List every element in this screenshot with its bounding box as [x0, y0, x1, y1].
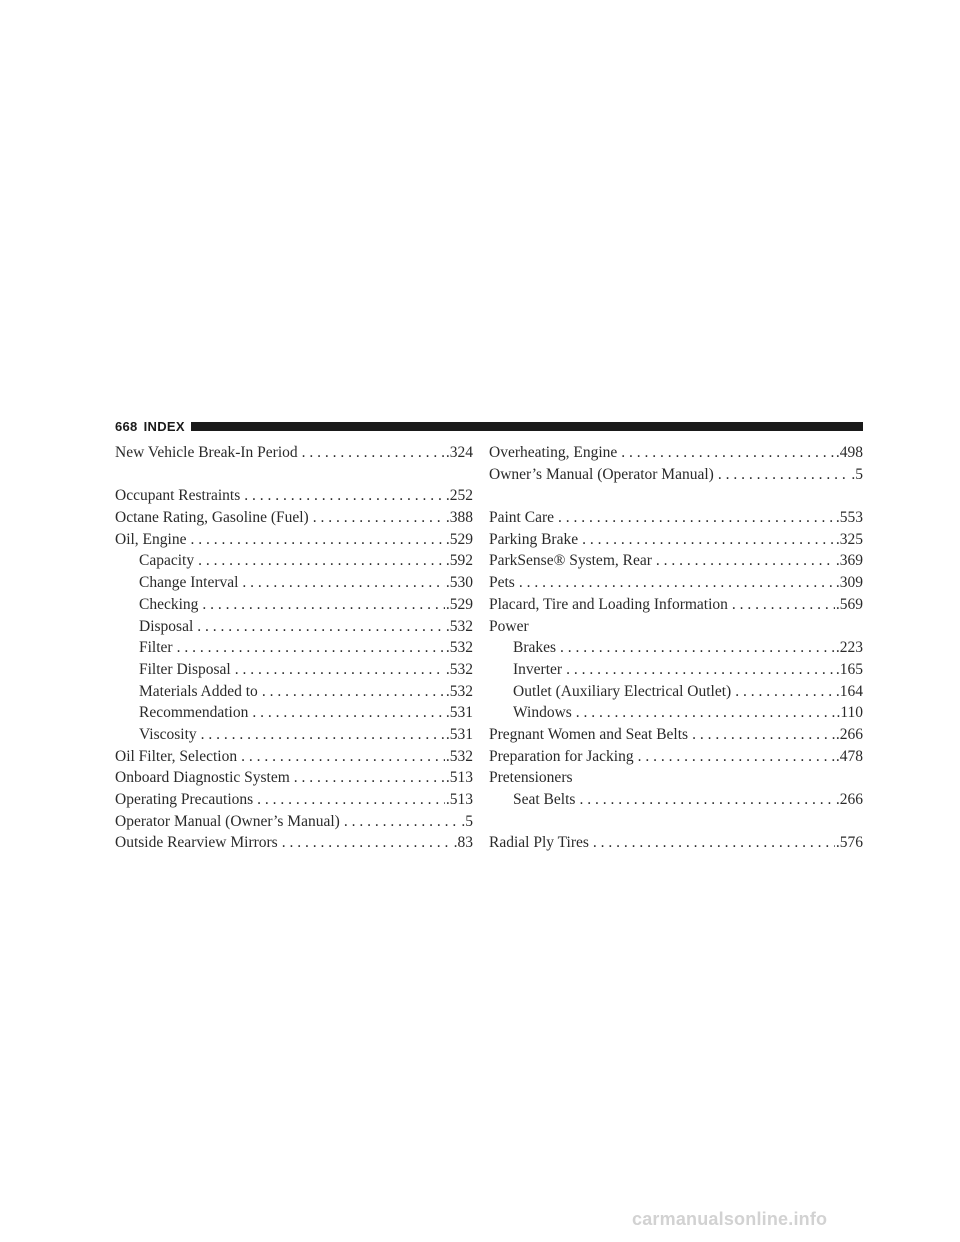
- leader-dots: [302, 442, 445, 464]
- entry-page-number: .325: [835, 530, 863, 548]
- leader-dots: [656, 550, 835, 572]
- leader-dots: [244, 485, 445, 507]
- index-entry: [115, 811, 473, 833]
- entry-label: Windows: [513, 704, 572, 722]
- entry-page-number: .309: [835, 574, 863, 592]
- entry-page-number: .498: [835, 444, 863, 461]
- watermark-text: carmanualsonline.info: [632, 1209, 828, 1229]
- entry-page-number: .266: [835, 725, 863, 743]
- index-entry: [489, 616, 863, 638]
- index-entry: [115, 442, 473, 464]
- leader-dots: [344, 811, 461, 833]
- leader-dots: [294, 767, 445, 789]
- index-subentry: [115, 572, 473, 594]
- index-entry: [115, 507, 473, 529]
- index-entry: [115, 832, 473, 854]
- leader-dots: [519, 572, 835, 594]
- index-entry: [489, 724, 863, 746]
- entry-label: Overheating, Engine: [489, 444, 618, 461]
- leader-dots: [621, 442, 835, 464]
- index-entry: [115, 485, 473, 507]
- entry-label: Placard, Tire and Loading Information: [489, 595, 728, 613]
- index-entry: [115, 789, 473, 811]
- leader-dots: [560, 637, 835, 659]
- index-subentry: [115, 681, 473, 703]
- leader-dots: [593, 832, 835, 854]
- entry-page-number: .532: [445, 617, 473, 635]
- leader-dots: [262, 681, 445, 703]
- entry-label: Disposal: [139, 617, 194, 635]
- index-entry: [489, 767, 863, 789]
- header-rule: [191, 422, 863, 431]
- entry-label: Materials Added to: [139, 682, 258, 700]
- index-subentry: [115, 724, 473, 746]
- index-subentry: [115, 702, 473, 724]
- entry-label: Oil Filter, Selection: [115, 747, 238, 765]
- index-entry: [115, 529, 473, 551]
- leader-dots: [732, 594, 835, 616]
- entry-page-number: .569: [835, 595, 863, 613]
- entry-label: Oil, Engine: [115, 530, 187, 548]
- index-entry: [115, 746, 473, 768]
- entry-label: Seat Belts: [513, 791, 576, 808]
- index-subentry: [489, 789, 863, 811]
- entry-label: Onboard Diagnostic System: [115, 769, 290, 787]
- entry-page-number: .513: [445, 791, 473, 808]
- entry-label: Recommendation: [139, 704, 249, 722]
- index-subentry: [115, 659, 473, 681]
- entry-label: Owner’s Manual (Operator Manual): [489, 465, 714, 483]
- entry-page-number: .529: [445, 530, 473, 548]
- entry-label: Brakes: [513, 639, 557, 657]
- entry-page-number: .513: [445, 769, 473, 787]
- leader-dots: [198, 550, 445, 572]
- entry-label: Preparation for Jacking: [489, 747, 634, 765]
- entry-page-number: .532: [445, 639, 473, 657]
- entry-label: Paint Care: [489, 509, 554, 527]
- entry-page-number: .223: [835, 639, 863, 657]
- entry-label: Inverter: [513, 660, 563, 678]
- entry-page-number: .252: [445, 487, 473, 505]
- index-column-left: [115, 442, 473, 854]
- leader-dots: [190, 529, 444, 551]
- index-column-right: [489, 442, 863, 854]
- entry-label: Filter: [139, 639, 173, 657]
- entry-label: Operating Precautions: [115, 791, 254, 808]
- entry-label: Octane Rating, Gasoline (Fuel): [115, 509, 309, 527]
- entry-label: Checking: [139, 595, 199, 613]
- leader-dots: [566, 659, 835, 681]
- leader-dots: [235, 659, 445, 681]
- leader-dots: [177, 637, 445, 659]
- index-entry: [489, 507, 863, 529]
- entry-label: Power: [489, 617, 529, 635]
- entry-label: Pregnant Women and Seat Belts: [489, 725, 689, 743]
- index-subentry: [115, 550, 473, 572]
- entry-page-number: .164: [835, 682, 863, 700]
- entry-page-number: .532: [445, 682, 473, 700]
- entry-page-number: .165: [835, 660, 863, 678]
- index-subentry: [489, 681, 863, 703]
- entry-label: Pets: [489, 574, 515, 592]
- entry-page-number: .532: [445, 660, 473, 678]
- entry-page-number: .83: [453, 834, 473, 852]
- entry-page-number: .592: [445, 552, 473, 570]
- entry-page-number: .266: [835, 791, 863, 808]
- entry-label: Capacity: [139, 552, 195, 570]
- leader-dots: [242, 572, 444, 594]
- leader-dots: [201, 724, 445, 746]
- index-entry: [489, 594, 863, 616]
- entry-page-number: .5: [851, 465, 863, 483]
- entry-label: Occupant Restraints: [115, 487, 241, 505]
- entry-label: ParkSense® System, Rear: [489, 552, 652, 570]
- leader-dots: [718, 464, 851, 486]
- leader-dots: [282, 832, 453, 854]
- index-subentry: [489, 637, 863, 659]
- entry-label: New Vehicle Break-In Period: [115, 444, 298, 461]
- index-entry: [489, 550, 863, 572]
- entry-label: Outlet (Auxiliary Electrical Outlet): [513, 682, 732, 700]
- index-entry: [489, 832, 863, 854]
- entry-page-number: .531: [445, 725, 473, 743]
- entry-page-number: .388: [445, 509, 473, 527]
- entry-page-number: .478: [835, 747, 863, 765]
- entry-label: Pretensioners: [489, 769, 573, 787]
- entry-page-number: .5: [461, 812, 473, 830]
- entry-label: Viscosity: [139, 725, 197, 743]
- index-entry: [115, 767, 473, 789]
- entry-label: Outside Rearview Mirrors: [115, 834, 278, 852]
- page-header: [115, 418, 863, 434]
- entry-page-number: .531: [445, 704, 473, 722]
- page-number: 668: [115, 418, 138, 434]
- index-entry: [489, 746, 863, 768]
- index-subentry: [489, 702, 863, 724]
- leader-dots: [252, 702, 445, 724]
- entry-label: Parking Brake: [489, 530, 579, 548]
- entry-page-number: .532: [445, 747, 473, 765]
- entry-label: Radial Ply Tires: [489, 834, 589, 852]
- leader-dots: [202, 594, 444, 616]
- entry-page-number: .369: [835, 552, 863, 570]
- index-entry: [489, 572, 863, 594]
- index-subentry: [489, 659, 863, 681]
- leader-dots: [313, 507, 445, 529]
- leader-dots: [692, 724, 835, 746]
- section-title: INDEX: [143, 418, 185, 434]
- leader-dots: [582, 529, 835, 551]
- entry-page-number: .576: [835, 834, 863, 852]
- index-entry: [489, 442, 863, 464]
- index-subentry: [115, 637, 473, 659]
- leader-dots: [638, 746, 835, 768]
- index-subentry: [115, 594, 473, 616]
- leader-dots: [576, 702, 836, 724]
- leader-dots: [558, 507, 835, 529]
- leader-dots: [241, 746, 445, 768]
- entry-label: Filter Disposal: [139, 660, 231, 678]
- entry-page-number: .110: [836, 704, 863, 722]
- leader-dots: [579, 789, 834, 811]
- leader-dots: [735, 681, 835, 703]
- leader-dots: [197, 616, 445, 638]
- index-subentry: [115, 616, 473, 638]
- entry-label: Change Interval: [139, 574, 239, 592]
- leader-dots: [257, 789, 445, 811]
- index-entry: [489, 529, 863, 551]
- entry-page-number: .530: [445, 574, 473, 592]
- entry-page-number: .324: [445, 444, 473, 461]
- entry-page-number: .553: [835, 509, 863, 527]
- index-entry: [489, 464, 863, 486]
- entry-label: Operator Manual (Owner’s Manual): [115, 812, 340, 830]
- entry-page-number: .529: [445, 595, 473, 613]
